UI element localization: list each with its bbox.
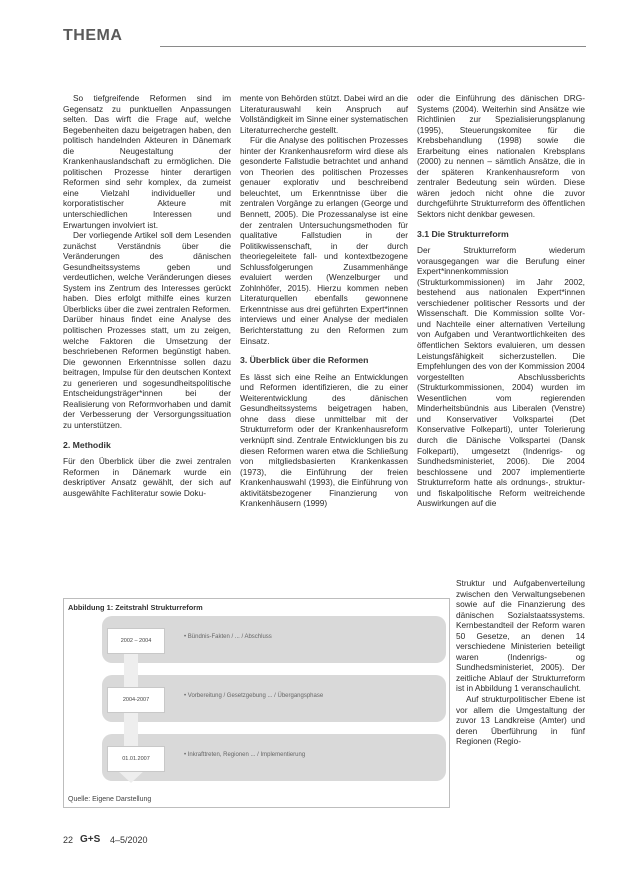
page-number: 22	[63, 835, 74, 845]
timeline-row-text: • Bündnis-Fakten / ... / Abschluss	[184, 634, 272, 640]
section-heading: 2. Methodik	[63, 439, 111, 450]
figure-source: Quelle: Eigene Darstellung	[68, 796, 152, 803]
paragraph: Struktur und Aufgabenverteilung zwischen den Verwaltungsebenen sowie auf die Finanzierung des dänischen Sozialstaatssystems. Kernbestandteil der Reform waren 50 Gesetze, an denen 14 verschiedene Ministerien beteiligt waren (Indenrigs- og Sundhedsministeriet, 2005). Der zeitliche Ablauf der Strukturreform ist in Abbildung 1 veranschaulicht.	[456, 578, 585, 694]
paragraph: Der vorliegende Artikel soll dem Lesenden zunächst Verständnis über die Veränderungen des dänischen Gesundheitssystems geben und verdeutlichen, welche Veränderungen dieses System ins Zentrum des Interesses gerückt haben. Dies erfolgt mithilfe eines kurzen Überblicks über die zwei zentralen Reformen. Darüber hinaus findet eine Analyse des politischen Prozesses statt, um zu zeigen, welche Faktoren die Umsetzung der beschriebenen Reformen begünstigt haben. Die gewonnen Erkenntnisse sollen dazu beitragen, Impulse für den deutschen Kontext zu generieren und sogesundheitspolitische Entscheidungsträger*innen bei der Realisierung von Reformvorhaben und damit der Verbesserung der Versorgungssituation zu unterstützen.	[63, 230, 231, 430]
timeline-date: 2002 – 2004	[107, 628, 165, 654]
text-column-2	[240, 93, 408, 509]
text-column-3-continued	[456, 578, 585, 747]
paragraph: Es lässt sich eine Reihe an Entwicklungen und Reformen identifizieren, die zu einer Weiterentwicklung des dänischen Gesundheitssystems beigetragen haben, ohne dass diese unmittelbar mit der Strukturreform oder der Krankenhausreform verknüpft sind. Zentrale Entwicklungen bis zu diesen Reformen waren etwa die Schließung von mitgliedsbasierten Krankenkassen (1973), die Einführung der freien Krankenhauswahl (1993), die Einführung von aktivitätsbezogener Finanzierung von Krankenhäusern (1999)	[240, 371, 408, 509]
figure-title: Abbildung 1: Zeitstrahl Strukturreform	[68, 603, 203, 612]
section-heading: 3.1 Die Strukturreform	[417, 228, 509, 239]
timeline-date: 2004-2007	[107, 687, 165, 713]
paragraph: Für den Überblick über die zwei zentralen Reformen in Dänemark wurde ein deskriptiver Ansatz gewählt, der sich auf ausgewählte Fachliteratur sowie Doku-	[63, 456, 231, 498]
paragraph: mente von Behörden stützt. Dabei wird an die Literaturauswahl kein Anspruch auf Vollständigkeit im Sinne einer systematischen Literaturrecherche gestellt.	[240, 93, 408, 135]
paragraph: oder die Einführung des dänischen DRG-Systems (2004). Weiterhin sind Ansätze wie Richtlinien zur Spezialisierungsplanung (1995), Steuerungskomitee für die Krebsbehandlung (1998) sowie die Erarbeitung eines nationalen Krebsplans (2000) zu nennen – sämtlich Ansätze, die in der späteren Krankenhausreform von zentraler Bedeutung sein würden. Diese wären jedoch nicht ohne die zuvor durchgeführte Strukturreform des öffentlichen Sektors nicht denkbar gewesen.	[417, 93, 585, 220]
issue-label: 4–5/2020	[110, 835, 148, 845]
section-heading: 3. Überblick über die Reformen	[240, 355, 369, 366]
text-column-3	[417, 93, 585, 509]
page-header	[63, 27, 586, 61]
timeline-row-text: • Inkrafttreten, Regionen ... / Implementierung	[184, 752, 306, 758]
paragraph: Auf strukturpolitischer Ebene ist vor allem die Umgestaltung der zuvor 13 Landkreise (Amter) und deren Überführung in fünf Regionen (Regio-	[456, 694, 585, 747]
paragraph: Der Strukturreform wiederum vorausgegangen war die Berufung einer Expert*innenkommission (Strukturkommissionen) im Jahr 2002, bestehend aus nationalen Expert*innen verschiedener politischer Ressorts und der Wissenschaft. Die Kommission sollte Vor- und Nachteile einer alternativen Verteilung von Aufgaben und Verantwortlichkeiten des öffentlichen Sektors evaluieren, um dessen Leistungsfähigkeit sicherzustellen. Die Empfehlungen des von der Kommission 2004 vorgestellten Abschlussberichts (Strukturkommissionen, 2004) wurden im Wesentlichen vom regierenden Minderheitsbündnis aus Liberalen (Venstre) und Konservativer Volkspartei (Det Konservative Folkeparti), unter Tolerierung durch die Dänische Volkspartei (Dansk Folkeparti), umgesetzt (Indenrigs- og Sundhedsministeriet, 2006). Die 2004 beschlossene und 2007 implementierte Strukturreform hatte als ordnungs-, struktur- und fiskalpolitische Reform weitreichende Auswirkungen auf die	[417, 245, 585, 509]
timeline-row-text: • Vorbereitung / Gesetzgebung ... / Übergangsphase	[184, 693, 324, 699]
timeline-date: 01.01.2007	[107, 746, 165, 772]
paragraph: Für die Analyse des politischen Prozesses hinter der Krankenhausreform wird diese als gesonderte Fallstudie betrachtet und anhand von Theorien des politischen Prozesses genauer explorativ und beschreibend beleuchtet, um Erkenntnisse über die zentralen Vorgänge zu erlangen (George und Bennett, 2005). Die Prozessanalyse ist eine der zentralen Untersuchungsmethoden für qualitative Fallstudien in der Politikwissenschaft, in der durch theoriegeleitete fall- und kontextbezogene Schlussfolgerungen Zusammenhänge evaluiert werden (Wenzelburger und Zohlnhöfer, 2015). Hierzu kommen neben Literaturquellen ebenfalls gewonnene Erkenntnisse aus drei geführten Expert*innen interviews und einer Analyse der medialen Berichterstattung zu den Reformen zum Einsatz.	[240, 135, 408, 346]
timeline-rows	[102, 616, 446, 781]
header-rule	[160, 46, 586, 47]
figure-timeline	[63, 598, 450, 808]
paragraph: So tiefgreifende Reformen sind im Gegensatz zu punktuellen Anpassungen selten. Das wirft die Frage auf, welche Begebenheiten dazu beigetragen haben, den politisch handelnden Akteuren in Dänemark die Neugestaltung der Krankenhauslandschaft zu ermöglichen. Die politischen Prozesse hinter derartigen Reformen sind sehr komplex, da zumeist eine Vielzahl individueller und korporatistischer Akteure mit unterschiedlichen Interessen und Erwartungen involviert ist.	[63, 93, 231, 230]
journal-logo: G+S	[80, 834, 101, 845]
section-title: THEMA	[63, 27, 123, 44]
text-column-1	[63, 93, 231, 498]
